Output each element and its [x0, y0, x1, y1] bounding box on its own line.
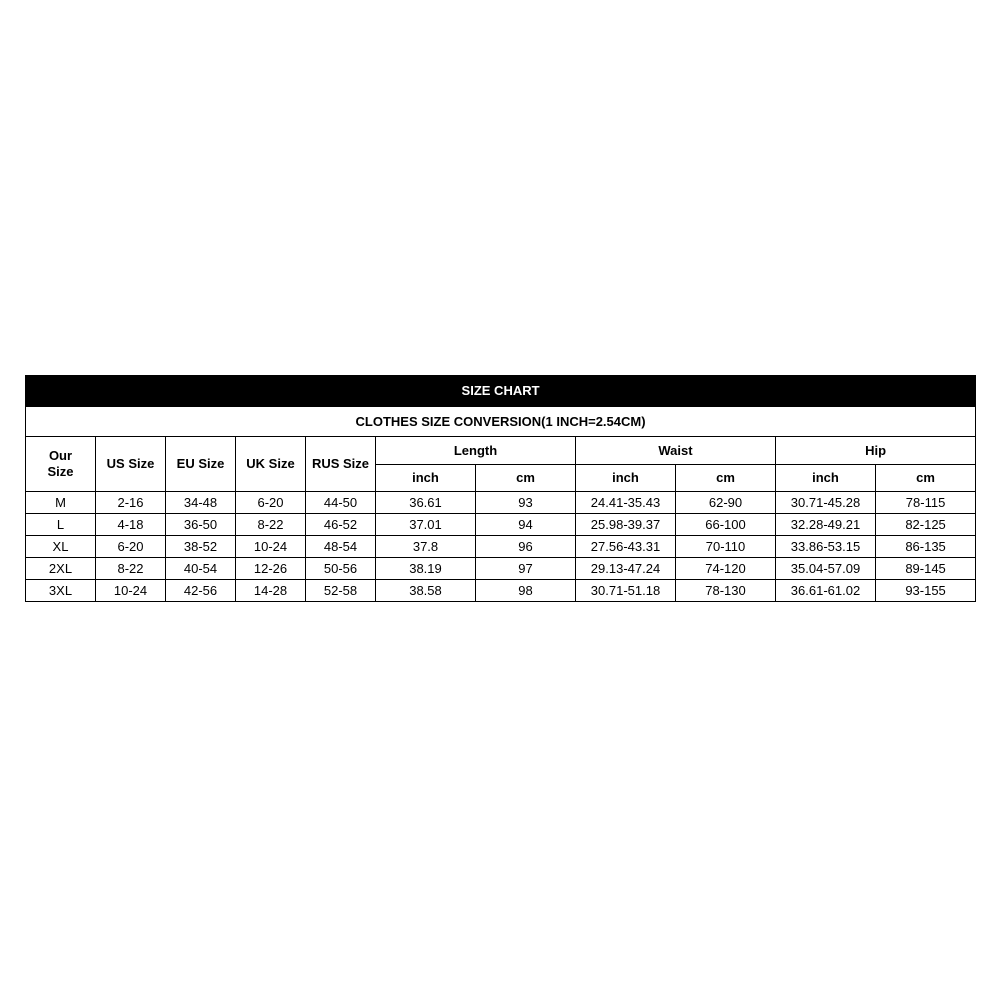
- table-row: [26, 558, 976, 580]
- header-eu-size: EU Size: [166, 437, 236, 492]
- cell-uk-size: 14-28: [236, 580, 306, 602]
- cell-uk-size: 8-22: [236, 514, 306, 536]
- cell-hip-cm: 82-125: [876, 514, 976, 536]
- cell-our-size: L: [26, 514, 96, 536]
- cell-waist-inch: 25.98-39.37: [576, 514, 676, 536]
- cell-our-size: 2XL: [26, 558, 96, 580]
- size-chart-table: [25, 375, 976, 602]
- cell-rus-size: 46-52: [306, 514, 376, 536]
- cell-waist-cm: 78-130: [676, 580, 776, 602]
- unit-length-cm: cm: [476, 465, 576, 492]
- header-length: Length: [376, 437, 576, 465]
- cell-us-size: 6-20: [96, 536, 166, 558]
- cell-hip-inch: 32.28-49.21: [776, 514, 876, 536]
- header-waist: Waist: [576, 437, 776, 465]
- cell-hip-inch: 35.04-57.09: [776, 558, 876, 580]
- cell-rus-size: 52-58: [306, 580, 376, 602]
- cell-us-size: 4-18: [96, 514, 166, 536]
- header-our-size: [26, 437, 96, 492]
- cell-hip-cm: 89-145: [876, 558, 976, 580]
- cell-length-cm: 97: [476, 558, 576, 580]
- table-row: [26, 580, 976, 602]
- cell-eu-size: 34-48: [166, 492, 236, 514]
- cell-waist-cm: 66-100: [676, 514, 776, 536]
- cell-hip-cm: 78-115: [876, 492, 976, 514]
- unit-length-inch: inch: [376, 465, 476, 492]
- header-uk-size: UK Size: [236, 437, 306, 492]
- unit-waist-inch: inch: [576, 465, 676, 492]
- table-row: [26, 536, 976, 558]
- table-row: [26, 514, 976, 536]
- table-row: [26, 492, 976, 514]
- cell-length-inch: 38.58: [376, 580, 476, 602]
- cell-hip-inch: 30.71-45.28: [776, 492, 876, 514]
- cell-us-size: 2-16: [96, 492, 166, 514]
- cell-us-size: 10-24: [96, 580, 166, 602]
- header-our-size-line1: Our: [48, 448, 73, 464]
- cell-hip-cm: 93-155: [876, 580, 976, 602]
- cell-length-inch: 36.61: [376, 492, 476, 514]
- cell-length-inch: 37.01: [376, 514, 476, 536]
- cell-eu-size: 38-52: [166, 536, 236, 558]
- cell-eu-size: 40-54: [166, 558, 236, 580]
- size-chart-title: SIZE CHART: [26, 376, 976, 407]
- cell-uk-size: 6-20: [236, 492, 306, 514]
- cell-length-cm: 98: [476, 580, 576, 602]
- cell-hip-inch: 36.61-61.02: [776, 580, 876, 602]
- cell-waist-inch: 24.41-35.43: [576, 492, 676, 514]
- cell-hip-cm: 86-135: [876, 536, 976, 558]
- header-rus-size: RUS Size: [306, 437, 376, 492]
- cell-waist-cm: 74-120: [676, 558, 776, 580]
- cell-our-size: 3XL: [26, 580, 96, 602]
- header-group-row: [26, 437, 976, 465]
- unit-hip-cm: cm: [876, 465, 976, 492]
- cell-hip-inch: 33.86-53.15: [776, 536, 876, 558]
- size-chart-container: [25, 375, 975, 602]
- cell-eu-size: 42-56: [166, 580, 236, 602]
- cell-our-size: M: [26, 492, 96, 514]
- cell-length-inch: 37.8: [376, 536, 476, 558]
- size-chart-subtitle: CLOTHES SIZE CONVERSION(1 INCH=2.54CM): [26, 407, 976, 437]
- unit-hip-inch: inch: [776, 465, 876, 492]
- unit-waist-cm: cm: [676, 465, 776, 492]
- cell-length-cm: 93: [476, 492, 576, 514]
- header-our-size-line2: Size: [47, 464, 74, 479]
- cell-waist-cm: 62-90: [676, 492, 776, 514]
- cell-us-size: 8-22: [96, 558, 166, 580]
- cell-waist-cm: 70-110: [676, 536, 776, 558]
- cell-waist-inch: 29.13-47.24: [576, 558, 676, 580]
- cell-rus-size: 44-50: [306, 492, 376, 514]
- cell-waist-inch: 27.56-43.31: [576, 536, 676, 558]
- cell-eu-size: 36-50: [166, 514, 236, 536]
- cell-rus-size: 50-56: [306, 558, 376, 580]
- cell-length-cm: 96: [476, 536, 576, 558]
- cell-length-cm: 94: [476, 514, 576, 536]
- header-hip: Hip: [776, 437, 976, 465]
- cell-uk-size: 10-24: [236, 536, 306, 558]
- cell-uk-size: 12-26: [236, 558, 306, 580]
- header-us-size: US Size: [96, 437, 166, 492]
- cell-waist-inch: 30.71-51.18: [576, 580, 676, 602]
- cell-our-size: XL: [26, 536, 96, 558]
- cell-length-inch: 38.19: [376, 558, 476, 580]
- cell-rus-size: 48-54: [306, 536, 376, 558]
